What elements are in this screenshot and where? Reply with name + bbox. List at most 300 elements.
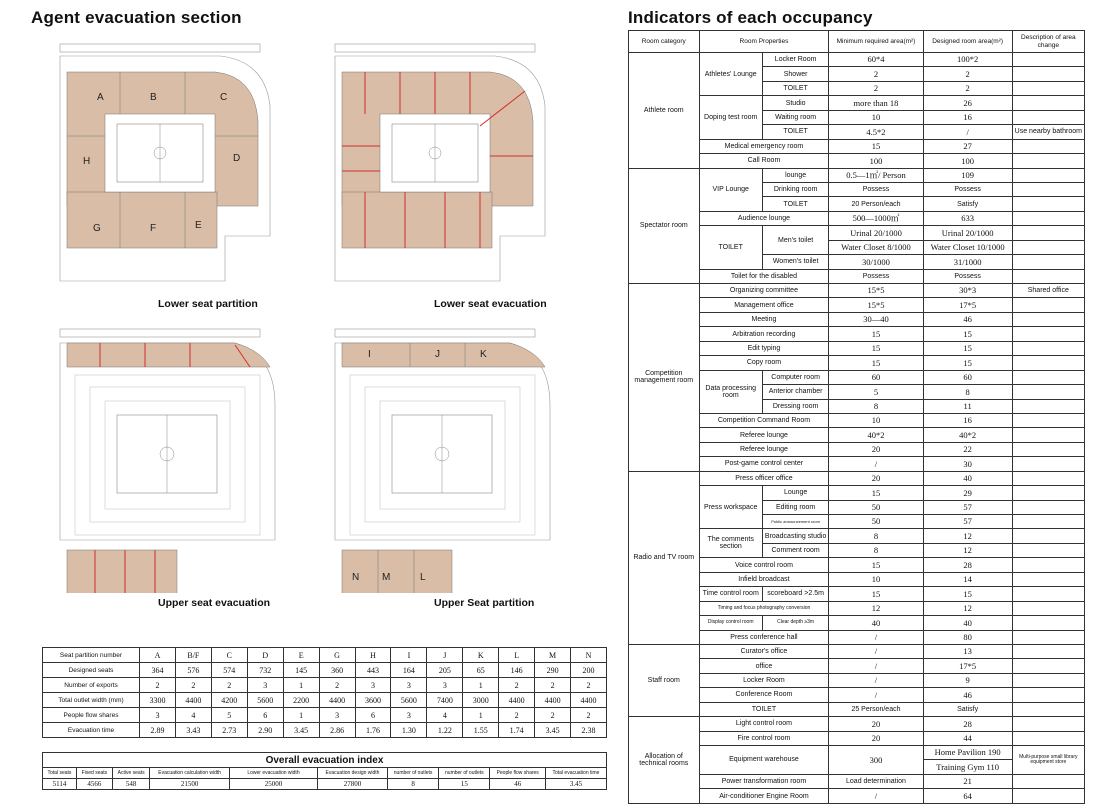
room-name: Air-conditioner Engine Room xyxy=(699,789,829,803)
min-area: 20 Person/each xyxy=(829,197,923,211)
table-header-cell: Seat partition number xyxy=(43,648,140,663)
partition-header: G xyxy=(319,648,355,663)
min-area: 15*5 xyxy=(829,298,923,312)
group-cell: Athletes' Lounge xyxy=(699,53,762,96)
table-cell: 5600 xyxy=(247,693,283,708)
table-cell: 2 xyxy=(571,678,607,693)
min-area: 12 xyxy=(829,601,923,615)
area-note xyxy=(1012,413,1084,427)
area-note xyxy=(1012,644,1084,658)
designed-area: 633 xyxy=(923,211,1012,225)
table-cell: 2 xyxy=(499,708,535,723)
min-area: more than 18 xyxy=(829,96,923,110)
designed-area: 22 xyxy=(923,442,1012,456)
table-cell: 1.74 xyxy=(499,723,535,738)
designed-area: 21 xyxy=(923,774,1012,788)
area-note xyxy=(1012,587,1084,601)
area-note xyxy=(1012,182,1084,196)
min-area: 2 xyxy=(829,81,923,95)
table-cell: 3 xyxy=(247,678,283,693)
room-name: TOILET xyxy=(762,125,828,139)
area-note xyxy=(1012,471,1084,485)
designed-area: 17*5 xyxy=(923,659,1012,673)
designed-area: 12 xyxy=(923,601,1012,615)
room-name: Edit typing xyxy=(699,341,829,355)
zone-m-label: M xyxy=(382,572,391,583)
area-note xyxy=(1012,774,1084,788)
area-note xyxy=(1012,168,1084,182)
room-name: Editing room xyxy=(762,500,828,514)
area-note xyxy=(1012,197,1084,211)
table-header-cell: Total evacuation time xyxy=(545,768,606,779)
min-area: 30—40 xyxy=(829,312,923,326)
table-header-cell: Active seats xyxy=(112,768,150,779)
table-cell: 3000 xyxy=(463,693,499,708)
designed-area: 27 xyxy=(923,139,1012,153)
area-note xyxy=(1012,110,1084,124)
room-name: Voice control room xyxy=(699,558,829,572)
area-note xyxy=(1012,399,1084,413)
designed-area: 46 xyxy=(923,312,1012,326)
designed-area: 16 xyxy=(923,110,1012,124)
table-cell: 4400 xyxy=(535,693,571,708)
designed-area: 80 xyxy=(923,630,1012,644)
plan-caption-3: Upper seat evacuation xyxy=(158,597,271,609)
min-area: 8 xyxy=(829,543,923,557)
area-note xyxy=(1012,659,1084,673)
designed-area: 12 xyxy=(923,543,1012,557)
room-name: Public announcement room xyxy=(762,515,828,529)
table-cell: 3 xyxy=(140,708,176,723)
table-cell: 2 xyxy=(535,708,571,723)
right-title: Indicators of each occupancy xyxy=(628,8,873,27)
min-area: 4.5*2 xyxy=(829,125,923,139)
table-cell: 2.38 xyxy=(571,723,607,738)
table-header-cell: Evacuation calculation width xyxy=(150,768,230,779)
room-name: Referee lounge xyxy=(699,442,829,456)
table-row xyxy=(629,284,1085,298)
designed-area: 28 xyxy=(923,558,1012,572)
min-area: 10 xyxy=(829,572,923,586)
room-name: Curator's office xyxy=(699,644,829,658)
zone-d-label: D xyxy=(233,153,241,164)
designed-area: 109 xyxy=(923,168,1012,182)
designed-area: 31/1000 xyxy=(923,255,1012,269)
table-cell: 65 xyxy=(463,663,499,678)
table-cell: 2 xyxy=(211,678,247,693)
table-cell: 1 xyxy=(463,708,499,723)
area-note xyxy=(1012,601,1084,615)
room-requirement: Clear depth ≥3m xyxy=(762,616,828,630)
area-note xyxy=(1012,356,1084,370)
min-area: Urinal 20/1000 xyxy=(829,226,923,240)
designed-area: 2 xyxy=(923,81,1012,95)
area-note xyxy=(1012,211,1084,225)
area-note xyxy=(1012,81,1084,95)
room-name: Shower xyxy=(762,67,828,81)
table-cell: 1 xyxy=(283,678,319,693)
lower-seat-partition-plan xyxy=(45,36,290,294)
table-cell: 548 xyxy=(112,779,150,790)
table-cell: 4400 xyxy=(499,693,535,708)
min-area: 20 xyxy=(829,731,923,745)
table-cell: 5114 xyxy=(43,779,77,790)
table-cell: 8 xyxy=(387,779,438,790)
area-note xyxy=(1012,731,1084,745)
area-note xyxy=(1012,558,1084,572)
designed-area: 15 xyxy=(923,587,1012,601)
room-name: Women's toilet xyxy=(762,255,828,269)
room-name: TOILET xyxy=(762,197,828,211)
min-area: 300 xyxy=(829,746,923,775)
zone-g-label: G xyxy=(93,223,101,234)
min-area: 15 xyxy=(829,587,923,601)
table-row xyxy=(43,723,607,738)
designed-area: 64 xyxy=(923,789,1012,803)
group-cell: Doping test room xyxy=(699,96,762,139)
table-cell: 145 xyxy=(283,663,319,678)
min-area: 20 xyxy=(829,471,923,485)
table-cell: 1.76 xyxy=(355,723,391,738)
table-cell: 3 xyxy=(427,678,463,693)
designed-area: 8 xyxy=(923,385,1012,399)
room-name: Organizing committee xyxy=(699,284,829,298)
designed-area: 9 xyxy=(923,673,1012,687)
table-cell: 3600 xyxy=(355,693,391,708)
min-area: / xyxy=(829,644,923,658)
table-header-cell: Room Properties xyxy=(699,31,829,53)
table-cell: 2 xyxy=(499,678,535,693)
table-cell: 21500 xyxy=(150,779,230,790)
area-note xyxy=(1012,457,1084,471)
category-cell: Competition management room xyxy=(629,284,700,472)
table-cell: 2.86 xyxy=(319,723,355,738)
min-area: 8 xyxy=(829,399,923,413)
table-cell: 3.45 xyxy=(545,779,606,790)
partition-header: N xyxy=(571,648,607,663)
zone-e-label: E xyxy=(195,220,202,231)
table-cell: 364 xyxy=(140,663,176,678)
table-cell: 2 xyxy=(319,678,355,693)
room-name: Waiting room xyxy=(762,110,828,124)
area-note xyxy=(1012,616,1084,630)
area-note xyxy=(1012,717,1084,731)
area-note xyxy=(1012,673,1084,687)
min-area: 30/1000 xyxy=(829,255,923,269)
table-cell: 1 xyxy=(463,678,499,693)
room-requirement: scoreboard >2.5m xyxy=(762,587,828,601)
occupancy-table xyxy=(628,30,1085,804)
room-name: TOILET xyxy=(699,702,829,716)
zone-a-label: A xyxy=(97,92,104,103)
partition-header: B/F xyxy=(175,648,211,663)
designed-area: 28 xyxy=(923,717,1012,731)
table-row xyxy=(629,471,1085,485)
row-label: Total outlet width (mm) xyxy=(43,693,140,708)
room-name: Arbitration recording xyxy=(699,327,829,341)
room-name: Computer room xyxy=(762,370,828,384)
area-note xyxy=(1012,500,1084,514)
table-header-cell: Designed room area(m²) xyxy=(923,31,1012,53)
table-row xyxy=(43,663,607,678)
designed-area: Satisfy xyxy=(923,197,1012,211)
seat-partition-table xyxy=(42,647,607,738)
min-area: 15 xyxy=(829,356,923,370)
designed-area: 15 xyxy=(923,356,1012,370)
table-cell: 5600 xyxy=(391,693,427,708)
table-header-cell: Fixed seats xyxy=(76,768,112,779)
table-cell: 7400 xyxy=(427,693,463,708)
min-area: Possess xyxy=(829,269,923,283)
zone-c-label: C xyxy=(220,92,228,103)
room-name: TOILET xyxy=(762,81,828,95)
group-cell: VIP Lounge xyxy=(699,168,762,211)
min-area: 15 xyxy=(829,139,923,153)
room-name: Audience lounge xyxy=(699,211,829,225)
partition-header: D xyxy=(247,648,283,663)
area-note: Use nearby bathroom xyxy=(1012,125,1084,139)
min-area: 50 xyxy=(829,500,923,514)
designed-area: / xyxy=(923,125,1012,139)
table-cell: 1.30 xyxy=(391,723,427,738)
partition-header: H xyxy=(355,648,391,663)
plan-caption-4: Upper Seat partition xyxy=(434,597,535,609)
table-cell: 360 xyxy=(319,663,355,678)
area-note xyxy=(1012,572,1084,586)
table-row xyxy=(43,708,607,723)
zone-i-label: I xyxy=(368,349,371,360)
min-area: 15 xyxy=(829,558,923,572)
room-name: Medical emergency room xyxy=(699,139,829,153)
table-row xyxy=(629,168,1085,182)
left-title: Agent evacuation section xyxy=(31,8,242,27)
table-cell: 3 xyxy=(391,678,427,693)
table-cell: 3.45 xyxy=(283,723,319,738)
designed-area: 15 xyxy=(923,327,1012,341)
category-cell: Staff room xyxy=(629,644,700,716)
room-name: Toilet for the disabled xyxy=(699,269,829,283)
row-label: Designed seats xyxy=(43,663,140,678)
table-cell: 2 xyxy=(535,678,571,693)
row-label: People flow shares xyxy=(43,708,140,723)
table-cell: 2.89 xyxy=(140,723,176,738)
min-area: 60*4 xyxy=(829,53,923,67)
table-header-cell: People flow shares xyxy=(490,768,545,779)
table-cell: 2 xyxy=(175,678,211,693)
room-name: Dressing room xyxy=(762,399,828,413)
table-cell: 1.55 xyxy=(463,723,499,738)
upper-seat-partition-plan xyxy=(320,325,565,593)
table-cell: 4400 xyxy=(319,693,355,708)
room-name: Men's toilet xyxy=(762,226,828,255)
area-note xyxy=(1012,442,1084,456)
table-header-cell: Lower evacuation width xyxy=(229,768,317,779)
room-name: Power transformation room xyxy=(699,774,829,788)
room-name: Time control room xyxy=(699,587,762,601)
area-note xyxy=(1012,269,1084,283)
partition-header: L xyxy=(499,648,535,663)
plan-caption-1: Lower seat partition xyxy=(158,298,258,310)
room-name: Competition Command Room xyxy=(699,413,829,427)
min-area: Water Closet 8/1000 xyxy=(829,240,923,254)
table-cell: 1 xyxy=(283,708,319,723)
min-area: / xyxy=(829,789,923,803)
table-header-cell: Room category xyxy=(629,31,700,53)
area-note xyxy=(1012,789,1084,803)
group-cell: The comments section xyxy=(699,529,762,558)
area-note xyxy=(1012,370,1084,384)
table-cell: 46 xyxy=(490,779,545,790)
row-label: Number of exports xyxy=(43,678,140,693)
area-note xyxy=(1012,341,1084,355)
room-name: Comment room xyxy=(762,543,828,557)
table-header-cell: Evacuation design width xyxy=(317,768,387,779)
designed-area: 2 xyxy=(923,67,1012,81)
designed-area: 57 xyxy=(923,500,1012,514)
area-note xyxy=(1012,53,1084,67)
table-row xyxy=(43,693,607,708)
table-cell: 2.90 xyxy=(247,723,283,738)
room-name: Post-game control center xyxy=(699,457,829,471)
min-area: 40 xyxy=(829,616,923,630)
designed-area: 13 xyxy=(923,644,1012,658)
room-name: lounge xyxy=(762,168,828,182)
area-note xyxy=(1012,543,1084,557)
room-name: Infield broadcast xyxy=(699,572,829,586)
group-cell: TOILET xyxy=(699,226,762,269)
area-note xyxy=(1012,688,1084,702)
zone-f-label: F xyxy=(150,223,157,234)
table-row xyxy=(43,768,607,779)
room-name: Fire control room xyxy=(699,731,829,745)
min-area: / xyxy=(829,659,923,673)
min-area: 50 xyxy=(829,515,923,529)
area-note xyxy=(1012,515,1084,529)
room-name: Light control room xyxy=(699,717,829,731)
designed-area: 14 xyxy=(923,572,1012,586)
designed-area: 16 xyxy=(923,413,1012,427)
designed-area: 60 xyxy=(923,370,1012,384)
area-note: Multi-purpose small library equipment store xyxy=(1012,746,1084,775)
room-name: Call Room xyxy=(699,154,829,168)
designed-area: 100*2 xyxy=(923,53,1012,67)
table-cell: 4400 xyxy=(175,693,211,708)
designed-area: 46 xyxy=(923,688,1012,702)
min-area: 500—1000㎡ xyxy=(829,211,923,225)
table-header-cell: Description of area change xyxy=(1012,31,1084,53)
table-row xyxy=(629,53,1085,67)
designed-area: Home Pavilion 190 xyxy=(923,746,1012,760)
designed-area: 11 xyxy=(923,399,1012,413)
min-area: 8 xyxy=(829,529,923,543)
min-area: 10 xyxy=(829,413,923,427)
table-cell: 2.73 xyxy=(211,723,247,738)
table-cell: 2 xyxy=(140,678,176,693)
area-note xyxy=(1012,702,1084,716)
designed-area: 30 xyxy=(923,457,1012,471)
table-cell: 4 xyxy=(427,708,463,723)
table-cell: 164 xyxy=(391,663,427,678)
table-cell: 1.22 xyxy=(427,723,463,738)
room-name: Management office xyxy=(699,298,829,312)
table-cell: 4200 xyxy=(211,693,247,708)
min-area: / xyxy=(829,630,923,644)
min-area: 15 xyxy=(829,486,923,500)
room-name: Timing and focus photography conversion xyxy=(699,601,829,615)
area-note xyxy=(1012,312,1084,326)
min-area: / xyxy=(829,688,923,702)
min-area: 0.5—1㎡/ Person xyxy=(829,168,923,182)
min-area: 25 Person/each xyxy=(829,702,923,716)
table-cell: 4400 xyxy=(571,693,607,708)
lower-seat-evacuation-plan xyxy=(320,36,565,294)
table-cell: 732 xyxy=(247,663,283,678)
area-note xyxy=(1012,226,1084,240)
table-cell: 290 xyxy=(535,663,571,678)
designed-area: 57 xyxy=(923,515,1012,529)
area-note xyxy=(1012,327,1084,341)
zone-b-label: B xyxy=(150,92,157,103)
room-name: Copy room xyxy=(699,356,829,370)
designed-area: 100 xyxy=(923,154,1012,168)
partition-header: K xyxy=(463,648,499,663)
table-cell: 6 xyxy=(355,708,391,723)
room-name: Lounge xyxy=(762,486,828,500)
designed-area: 15 xyxy=(923,341,1012,355)
room-name: Locker Room xyxy=(762,53,828,67)
designed-area: 17*5 xyxy=(923,298,1012,312)
area-note xyxy=(1012,298,1084,312)
upper-seat-evacuation-plan xyxy=(45,325,290,593)
row-label: Evacuation time xyxy=(43,723,140,738)
room-name: Studio xyxy=(762,96,828,110)
plan-caption-2: Lower seat evacuation xyxy=(434,298,547,310)
table-cell: 4566 xyxy=(76,779,112,790)
table-cell: 3 xyxy=(319,708,355,723)
area-note xyxy=(1012,486,1084,500)
overall-title: Overall evacuation index xyxy=(43,753,607,768)
table-cell: 4 xyxy=(175,708,211,723)
area-note xyxy=(1012,154,1084,168)
room-name: office xyxy=(699,659,829,673)
min-area: 10 xyxy=(829,110,923,124)
zone-k-label: K xyxy=(480,349,487,360)
partition-header: J xyxy=(427,648,463,663)
designed-area: Urinal 20/1000 xyxy=(923,226,1012,240)
table-cell: 205 xyxy=(427,663,463,678)
area-note xyxy=(1012,240,1084,254)
min-area: 60 xyxy=(829,370,923,384)
table-header-cell: number of outlets xyxy=(387,768,438,779)
designed-area: 40 xyxy=(923,616,1012,630)
table-header-cell: Minimum required area(m²) xyxy=(829,31,923,53)
min-area: 100 xyxy=(829,154,923,168)
room-name: Display control room xyxy=(699,616,762,630)
overall-evacuation-table xyxy=(42,752,607,790)
area-note xyxy=(1012,529,1084,543)
designed-area: Possess xyxy=(923,182,1012,196)
room-name: Press officer office xyxy=(699,471,829,485)
area-note xyxy=(1012,255,1084,269)
table-cell: 443 xyxy=(355,663,391,678)
min-area: Possess xyxy=(829,182,923,196)
table-cell: 15 xyxy=(439,779,490,790)
table-row xyxy=(43,753,607,768)
area-note xyxy=(1012,630,1084,644)
min-area: 5 xyxy=(829,385,923,399)
partition-header: I xyxy=(391,648,427,663)
room-name: Conference Room xyxy=(699,688,829,702)
